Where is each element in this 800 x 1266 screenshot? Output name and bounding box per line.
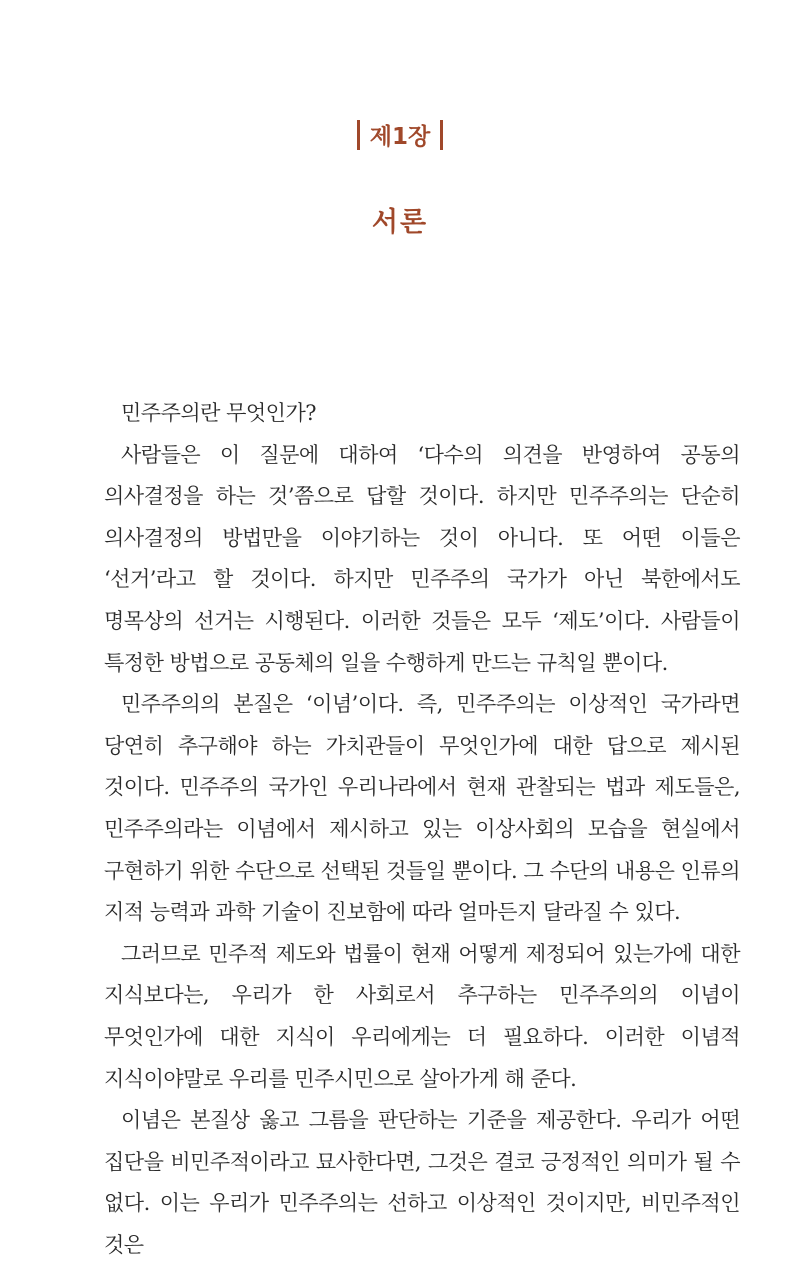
left-bar-divider (357, 120, 360, 150)
chapter-header (0, 118, 800, 239)
paragraph: 민주주의란 무엇인가? (121, 401, 317, 425)
chapter-title: 서론 (371, 206, 429, 238)
body-text (104, 393, 740, 1266)
right-bar-divider (440, 120, 443, 150)
paragraph: 이념은 본질상 옳고 그름을 판단하는 기준을 제공한다. 우리가 어떤 집단을 비민주적이라고 묘사한다면, 그것은 결코 긍정적인 의미가 될 수 없다. 이는 우리가 민주주의는 선하고 이상적인 것이지만, 비민주적인 것은 (104, 1108, 740, 1257)
chapter-label (357, 118, 443, 151)
chapter-number: 제1장 (369, 124, 431, 150)
paragraph: 그러므로 민주적 제도와 법률이 현재 어떻게 제정되어 있는가에 대한 지식보다는, 우리가 한 사회로서 추구하는 민주주의의 이념이 무엇인가에 대한 지식이 우리에게는 더 필요하다. 이러한 이념적 지식이야말로 우리를 민주시민으로 살아가게 해 준다. (104, 941, 741, 1091)
paragraph: 사람들은 이 질문에 대하여 ‘다수의 의견을 반영하여 공동의 의사결정을 하는 것’쯤으로 답할 것이다. 하지만 민주주의는 단순히 의사결정의 방법만을 이야기하는 것이 아니다. 또 어떤 이들은 ‘선거’라고 할 것이다. 하지만 민주주의 국가가 아닌 북한에서도 명목상의 선거는 시행된다. 이러한 것들은 모두 ‘제도’이다. 사람들이 특정한 방법으로 공동체의 일을 수행하게 만드는 규칙일 뿐이다. (104, 442, 740, 675)
paragraph: 민주주의의 본질은 ‘이념’이다. 즉, 민주주의는 이상적인 국가라면 당연히 추구해야 하는 가치관들이 무엇인가에 대한 답으로 제시된 것이다. 민주주의 국가인 우리나라에서 현재 관찰되는 법과 제도들은, 민주주의라는 이념에서 제시하고 있는 이상사회의 모습을 현실에서 구현하기 위한 수단으로 선택된 것들일 뿐이다. 그 수단의 내용은 인류의 지적 능력과 과학 기술이 진보함에 따라 얼마든지 달라질 수 있다. (104, 692, 740, 925)
